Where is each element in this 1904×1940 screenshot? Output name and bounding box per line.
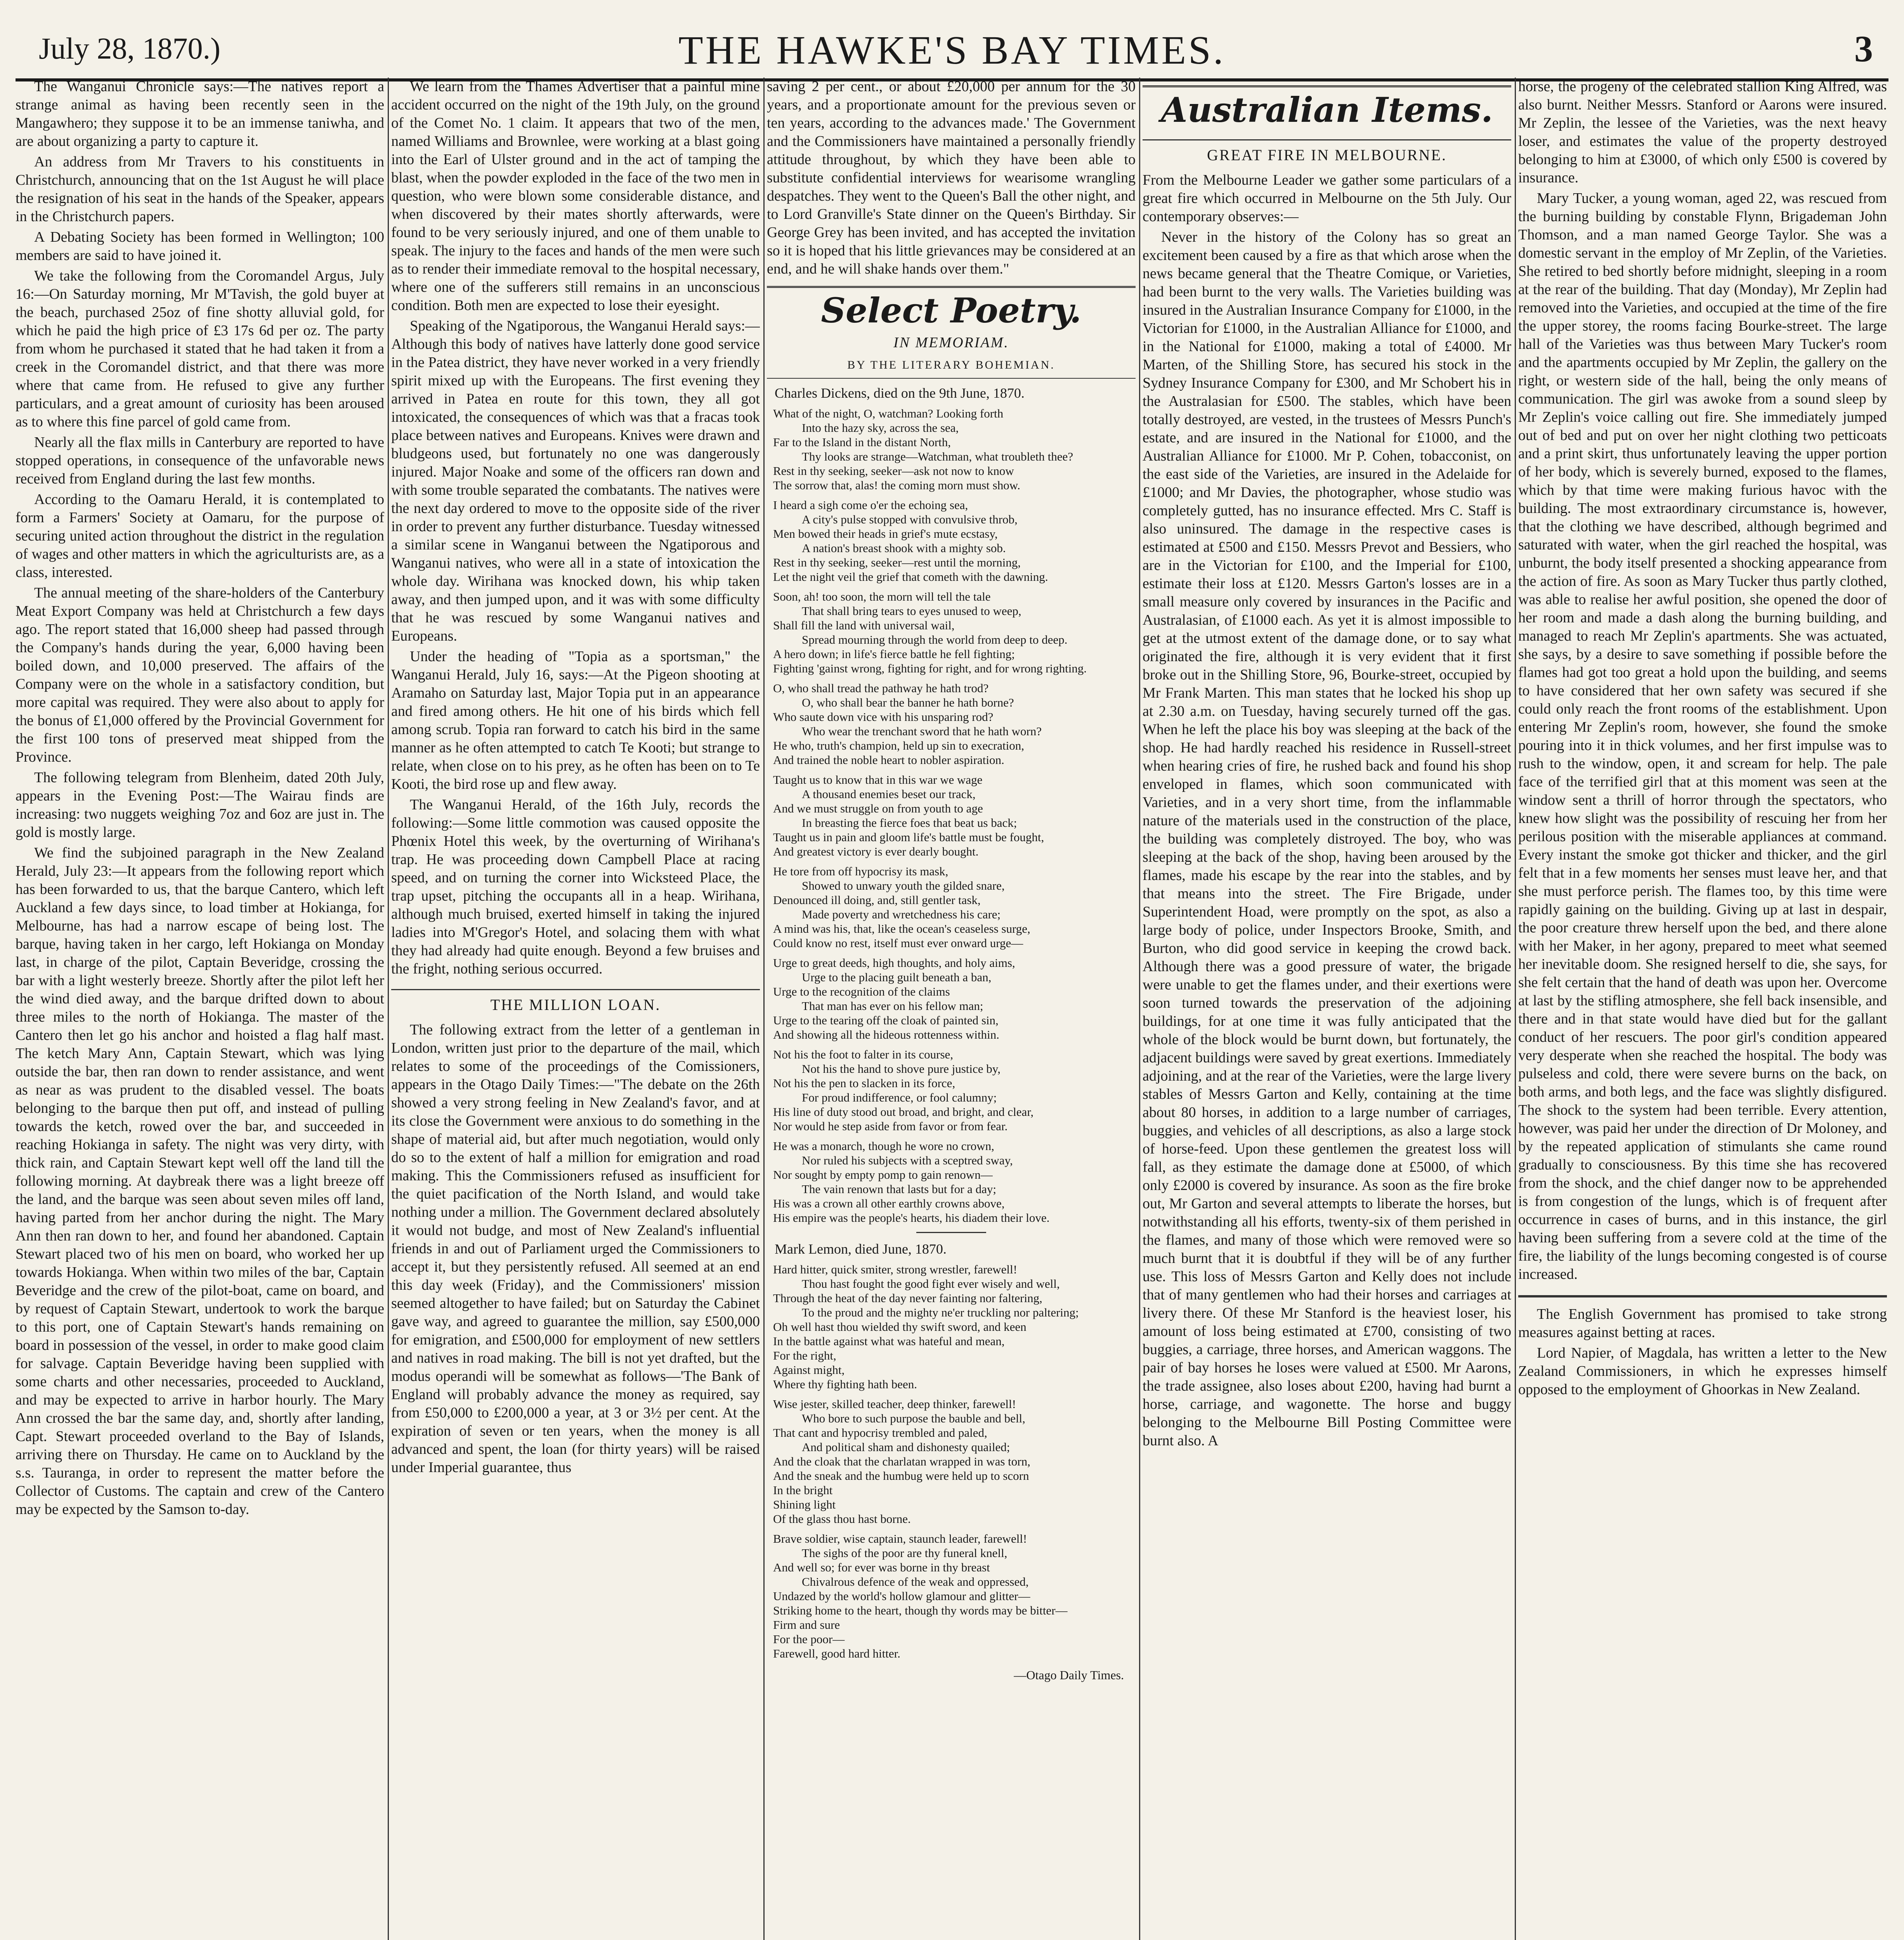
poem-line: Not his the foot to falter in its course, [773,1048,954,1061]
poem-line: Urge to the recognition of the claims [773,985,950,998]
poem-line: Who bore to such purpose the bauble and bell, [802,1412,1025,1425]
poem-line: And well so; for ever was borne in thy breast [773,1561,990,1574]
poem-line: Hard hitter, quick smiter, strong wrestler, farewell! [773,1263,1017,1276]
poem-dickens [767,406,1136,1225]
news-paragraph: The annual meeting of the share-holders of the Canterbury Meat Export Company was held at Christchurch a few days ago. The report stated that 16,000 sheep had passed through the Company's hands during the year, 6,000 having been boiled down, and 10,000 preserved. The affairs of the Company were on the whole in a satisfactory condition, but more capital was required. They were also about to apply for the bonus of £1,000 offered by the Provincial Government for the first 100 tons of preserved meat shipped from the Province. [16,585,384,765]
column-rule [1515,78,1516,1940]
poem-line: Not his the pen to slacken in its force, [773,1076,955,1090]
poem-line: Taught us to know that in this war we wage [773,773,983,786]
poem-line: And greatest victory is ever dearly bought. [773,845,979,858]
poem-stanza [767,498,1136,584]
poem-line: Men bowed their heads in grief's mute ecstasy, [773,527,998,540]
poem-line: Urge to the tearing off the cloak of painted sin, [773,1013,999,1027]
poem-line: And the cloak that the charlatan wrapped in was torn, [773,1455,1030,1468]
poem-line: Urge to great deeds, high thoughts, and holy aims, [773,956,1015,970]
article-heading-great-fire: GREAT FIRE IN MELBOURNE. [1143,139,1511,164]
page-number: 3 [1854,28,1873,69]
poem-line: In breasting the fierce foes that beat us back; [802,816,1017,830]
poem-line: Chivalrous defence of the weak and oppressed, [802,1575,1029,1588]
poem-stanza [767,956,1136,1042]
news-paragraph: Nearly all the flax mills in Canterbury are reported to have stopped operations, in consequence of the unfavorable news received from England during the last few months. [16,434,384,487]
issue-date: July 28, 1870.) [39,31,220,65]
poem-line: The sighs of the poor are thy funeral knell, [802,1546,1007,1560]
poem-line: O, who shall bear the banner he hath borne? [802,696,1014,709]
poem-line: Firm and sure [773,1618,840,1632]
poem-line: He was a monarch, though he wore no crown, [773,1139,994,1153]
news-paragraph: We take the following from the Coromandel Argus, July 16:—On Saturday morning, Mr M'Tavish, the gold buyer at the beach, purchased 25oz of fine shotty alluvial gold, for which he paid the high price of £3 17s 6d per oz. The party from whom he purchased it stated that he had taken it from a creek in the Coromandel district, and that there was more where that came from. He refused to give any further particulars, and a great amount of curiosity has been aroused as to where this fine parcel of gold came from. [16,268,384,430]
poem-line: And showing all the hideous rottenness within. [773,1028,999,1041]
news-paragraph: Speaking of the Ngatiporous, the Wanganui Herald says:—Although this body of natives have latterly done good service in the Patea district, they have never worked in a very friendly spirit mixed up with the Europeans. The first evening they arrived in Patea en route for this town, they all got intoxicated, the consequences of which was that a fracas took place between natives and Europeans. Knives were drawn and bludgeons used, but fortunately no one was dangerously injured. Major Noake and some of the officers ran down and with some trouble separated the combatants. The natives were the next day ordered to move to the opposite side of the river in order to prevent any further disturbance. Tuesday witnessed a similar scene in Wanganui between the Ngatiporous and Wanganui natives, who were all in a state of intoxication the whole day. Wirihana was knocked down, his whip taken away, and then jumped upon, and it was with some difficulty that he was rescued by some Wanganui natives and Europeans. [391,318,760,644]
poem-line: O, who shall tread the pathway he hath trod? [773,681,989,695]
news-paragraph: The following telegram from Blenheim, dated 20th July, appears in the Evening Post:—The Wairau finds are increasing: two nuggets weighing 7oz and 6oz are just in. The gold is mostly large. [16,769,384,840]
poem-line: Nor ruled his subjects with a sceptred sway, [802,1154,1013,1167]
poem-stanza [767,864,1136,950]
poem-line: And the sneak and the humbug were held up to scorn [773,1469,1029,1483]
news-paragraph: The Wanganui Chronicle says:—The natives report a strange animal as having been recently seen in the Mangawhero; they suppose it to be an immense taniwha, and are about organizing a party to capture it. [16,78,384,149]
poem-line: That shall bring tears to eyes unused to weep, [802,604,1021,618]
column-rule [388,78,389,1940]
news-paragraph: Never in the history of the Colony has so great an excitement been caused by a fire as that which arose when the news became general that the Theatre Comique, or Varieties, had been burnt to the very walls. The Varieties building was insured in the Australian Insurance Company for £1000, in the Victorian for £1000, in the Australian Alliance for £1000, and in the National for £1000, making a total of £4000. Mr Marten, of the Shilling Store, has secured his stock in the Sydney Insurance Company for £300, and Mr Schobert his in the Australasian for £500. The stables, which have been totally destroyed, are vested, in the trustees of Messrs Punch's estate, and are insured in the National for £1000, and the Australian Alliance for £1000. Mr P. Cohen, tobacconist, on the east side of the Varieties, are insured in the Adelaide for £1000; and Mr Davies, the photographer, whose studio was completely gutted, has no insurance effected. Mrs C. Staff is also uninsured. The damage in the respective cases is estimated at £500 and £150. Messrs Prevot and Bessiers, who are in the Victorian for £100, and the Imperial for £100, estimate their loss at £120. Messrs Garton's losses are in a small measure only covered by insurances in the Pacific and Australasian, of £1000 each. As yet it is almost impossible to get at the utmost extent of the damage done, or to say what originated the fire, although it is very evident that it first broke out in the Shilling Store, 96, Bourke-street, occupied by Mr Frank Marten. This man states that he locked his shop up at 2.30 a.m. on Tuesday, having securely turned off the gas. When he left the place his boy was sleeping at the back of the shop. He had hardly reached his residence in Russell-street when hearing cries of fire, he rushed back and found his shop enveloped in flames, which soon communicated with Varieties, and in a very short time, from the inflammable nature of the materials used in the construction of the place, the building was completely distroyed. The boy, who was sleeping at the back of the shop, having been aroused by the flames, made his escape by the rear into the stables, and by that means into the street. The Fire Brigade, under Superintendent Hoad, were promptly on the spot, as also a large body of police, under Inspectors Brooke, Smith, and Burton, who did good service in keeping the crowd back. Although there was a good pressure of water, the brigade were unable to get the flames under, and their exertions were soon turned towards the preservation of the adjoining buildings, for at one time it was fully anticipated that the whole of the block would be burnt down, but fortunately, the adjacent buildings were saved by great exertions. Immediately adjoining, and at the rear of the Varieties, were the large livery stables of Messrs Garton and Kelly, containing at the time about 80 horses, in addition to a large number of carriages, buggies, and vehicles of all descriptions, as also a large stock of horse-feed. Upon these gentlemen the greatest loss will fall, as they estimate the damage done at £5000, of which only £2000 is covered by insurance. As soon as the fire broke out, Mr Garton and several attempts to liberate the horses, but notwithstanding all his efforts, twenty-six of them perished in the flames, and many of those which were removed were so much burnt that it is doubtful if they will be of any further use. This loss of Messrs Garton and Kelly does not include that of many gentlemen who had their horses and carriages at livery there. Of these Mr Stanford is the heaviest loser, his amount of loss being estimated at £700, consisting of two buggies, a carriage, three horses, and American waggons. The pair of bay horses he loses were valued at £500. Mr Aarons, the trade assignee, also loses about £200, having had burnt a horse, carriage, and wagonette. The horse and buggy belonging to the Melbourne Bill Posting Committee were burnt also. A [1143,229,1511,1449]
poem-line: The sorrow that, alas! the coming morn must show. [773,478,1020,492]
poem-line: Into the hazy sky, across the sea, [802,421,959,435]
news-paragraph: The English Government has promised to take strong measures against betting at races. [1518,1306,1887,1341]
poem-line: And political sham and dishonesty quailed; [802,1440,1010,1454]
columns [16,78,1888,1940]
poem-line: What of the night, O, watchman? Looking forth [773,407,1004,420]
poem-line: His was a crown all other earthly crowns above, [773,1197,1005,1210]
poem-line: His line of duty stood out broad, and bright, and clear, [773,1105,1034,1119]
poem-line: Of the glass thou hast borne. [773,1512,911,1526]
poem-byline: BY THE LITERARY BOHEMIAN. [767,356,1136,379]
poem-line: A hero down; in life's fierce battle he fell fighting; [773,647,1015,661]
poem-line: That cant and hypocrisy trembled and paled, [773,1426,987,1439]
poem-line: Thou hast fought the good fight ever wisely and well, [802,1277,1060,1290]
poem-line: The vain renown that lasts but for a day; [802,1182,997,1196]
poem-line: Nor would he step aside from favor or from fear. [773,1119,1008,1133]
poem-line: Thy looks are strange—Watchman, what troubleth thee? [802,450,1073,463]
poem-line: Showed to unwary youth the gilded snare, [802,879,1005,892]
poem-line: He tore from off hypocrisy its mask, [773,864,949,878]
news-paragraph: An address from Mr Travers to his constituents in Christchurch, announcing that on the 1st August he will place the resignation of his seat in the hands of the Speaker, appears in the Christchurch papers. [16,154,384,225]
poem-line: For the poor— [773,1632,845,1646]
section-heading-australian-items: Australian Items. [1143,85,1511,128]
poem-title: Charles Dickens, died on the 9th June, 1870. [775,385,1025,401]
poem-line: A city's pulse stopped with convulsive throb, [802,513,1018,526]
poem-line: I heard a sigh come o'er the echoing sea, [773,498,968,512]
news-paragraph: We find the subjoined paragraph in the New Zealand Herald, July 23:—It appears from the following report which has been forwarded to us, that the barque Cantero, which left Auckland a few days since, to load timber at Hokianga, for Melbourne, has had a narrow escape of being lost. The barque, having taken in her cargo, left Hokianga on Monday last, in charge of the pilot, Captain Beveridge, crossing the bar with a light westerly breeze. Shortly after the pilot left her the wind died away, and the barque drifted down to about three miles to the north of Hokianga. The master of the Cantero then let go his anchor and hoisted a flag half mast. The ketch Mary Ann, Captain Stewart, which was lying outside the bar, then ran down to render assistance, and went as near as was prudent to the disabled vessel. The boats belonging to the barque then put off, and instead of pulling towards the ketch, rowed over the bar, and succeeded in reaching Hokianga in safety. The night was very dirty, with thick rain, and Captain Stewart kept well off the land till the following morning. At daybreak there was a light breeze off the land, and the barque was seen about seven miles off land, having parted from her anchor during the night. The Mary Ann then ran down to her, and found her abandoned. Captain Stewart placed two of his men on board, who worked her up towards Hokianga. When within two miles of the bar, Captain Beveridge and the crew of the pilot-boat, came on board, and by request of Captain Stewart, undertook to work the barque to this port, one of Captain Stewart's hands remaining on board in possession of the vessel, in order to make good claim for salvage. Captain Beveridge having been supplied with some charts and other necessaries, proceeded to Auckland, and may be expected to arrive in harbor hourly. The Mary Ann crossed the bar the same day, and, shortly after landing, Capt. Stewart proceeded overland to the Bay of Islands, arriving there on Thursday. He came on to Auckland by the s.s. Tauranga, in order to represent the matter before the Collector of Customs. The captain and crew of the Cantero may be expected by the Samson to-day. [16,845,384,1517]
poem-stanza [767,1531,1136,1661]
news-paragraph: We learn from the Thames Advertiser that a painful mine accident occurred on the night of the 19th July, on the ground of the Comet No. 1 claim. It appears that two of the men, named Williams and Brownlee, were working at a blast going into the Earl of Ulster ground and in the act of tamping the blast, when the powder exploded in the face of the two men in question, who were blown some considerable distance, and when discovered by their mates shortly afterwards, were found to be very seriously injured, and one of them unable to speak. The injury to the faces and hands of the men were such as to render their immediate removal to the hospital necessary, where one of the sufferers still remains in an unconscious condition. Both men are expected to lose their eyesight. [391,78,760,314]
poem-stanza [767,1262,1136,1391]
poem-line: Where thy fighting hath been. [773,1377,917,1391]
column-2 [391,78,760,1940]
poem-line: Nor sought by empty pomp to gain renown— [773,1168,993,1181]
poem-line: Soon, ah! too soon, the morn will tell the tale [773,590,991,603]
poem-line: Brave soldier, wise captain, staunch leader, farewell! [773,1532,1027,1545]
poem-line: Wise jester, skilled teacher, deep thinker, farewell! [773,1397,1016,1411]
poem-source: —Otago Daily Times. [1014,1668,1124,1682]
poem-line: Shall fill the land with universal wail, [773,618,955,632]
news-paragraph: Lord Napier, of Magdala, has written a letter to the New Zealand Commissioners, in which he expresses himself opposed to the employment of Ghoorkas in New Zealand. [1518,1345,1887,1398]
column-4 [1143,78,1511,1940]
poem-line: Denounced ill doing, and, still gentler task, [773,893,981,907]
poem-line: To the proud and the mighty ne'er truckling nor paltering; [802,1306,1079,1319]
poem-line: Rest in thy seeking, seeker—ask not now to know [773,464,1014,478]
poem-line: Taught us in pain and gloom life's battle must be fought, [773,830,1044,844]
poem-line: For proud indifference, or fool calumny; [802,1091,997,1104]
news-paragraph: A Debating Society has been formed in Wellington; 100 members are said to have joined it. [16,229,384,263]
news-paragraph: The following extract from the letter of a gentleman in London, written just prior to the departure of the mail, which relates to some of the proceedings of the Comissioners, appears in the Otago Daily Times:—"The debate on the 26th showed a very strong feeling in New Zealand's favor, and at its close the Government were anxious to do something in the shape of material aid, but after much negotiation, would only do so to the extent of half a million for emigration and road making. This the Commissioners refused as insufficient for the quiet pacification of the North Island, and would take nothing under a million. The Government declared absolutely it would not budge, and most of New Zealand's influential friends in and out of Parliament urged the Commissioners to accept it, but they persistently refused. All seemed at an end this day week (Friday), and the Commissioners' mission seemed altogether to have failed; but on Saturday the Cabinet gave way, and agreed to guarantee the million, say £500,000 for emigration, and £500,000 for employment of new settlers and natives in road making. The bill is not yet drafted, but the modus operandi will be somewhat as follows—'The Bank of England will probably advance the money as required, say from £50,000 to £200,000 a year, at 3 or 3½ per cent. At the expiration of seven or ten years, when the money is all advanced and spent, the loan (for thirty years) will be raised under Imperial guarantee, thus [391,1022,760,1476]
poem-line: In the bright [773,1483,833,1497]
poem-line: Striking home to the heart, though thy words may be bitter— [773,1604,1068,1617]
poem-line: Not his the hand to shove pure justice by, [802,1062,1001,1076]
poem-line: A nation's breast shook with a mighty sob. [802,541,1006,555]
poem-line: Spread mourning through the world from deep to deep. [802,633,1068,646]
divider [1518,1295,1887,1297]
poem-line: Farewell, good hard hitter. [773,1647,900,1660]
column-1 [16,78,384,1940]
poem-line: A thousand enemies beset our track, [802,787,976,801]
poem-line: Could know no rest, itself must ever onward urge— [773,936,1023,950]
poem-line: And trained the noble heart to nobler aspiration. [773,753,1004,767]
news-paragraph: saving 2 per cent., or about £20,000 per annum for the 30 years, and a proportionate amount for the previous seven or ten years, according to the advances made.' The Government and the Commissioners have maintained a personally friendly attitude throughout, by which they have been able to substitute confidential interviews for wearisome wrangling despatches. They went to the Queen's Ball the other night, and to Lord Granville's State dinner on the Queen's Birthday. Sir George Grey has been invited, and has accepted the invitation so it is hoped that his little grievances may be considered at an end, and he will shake hands over them." [767,78,1136,277]
poem-line: And we must struggle on from youth to age [773,802,983,815]
poem-stanza [767,406,1136,492]
poem-line: Through the heat of the day never fainting nor faltering, [773,1291,1042,1305]
column-rule [763,78,765,1940]
news-paragraph: According to the Oamaru Herald, it is contemplated to form a Farmers' Society at Oamaru, for the purpose of securing united action throughout the district in the regulation of wages and other matters in which the agriculturists are, as a class, interested. [16,491,384,580]
poem-line: He who, truth's champion, held up sin to execration, [773,739,1024,752]
poem-stanza [767,1397,1136,1526]
poem-line: Who wear the trenchant sword that he hath worn? [802,724,1042,738]
poem-stanza [767,589,1136,676]
news-paragraph: horse, the progeny of the celebrated stallion King Alfred, was also burnt. Neither Messrs. Stanford or Aarons were insured. Mr Zeplin, the lessee of the Varieties, was the next heavy loser, and estimates the value of the property destroyed belonging to him at £3000, of which only £500 is covered by insurance. [1518,78,1887,186]
divider [916,1232,986,1233]
masthead [16,23,1888,81]
poem-heading: IN MEMORIAM. [893,334,1009,351]
newspaper-title: THE HAWKE'S BAY TIMES. [678,28,1226,73]
poem-line: In the battle against what was hateful and mean, [773,1334,1005,1348]
poem-stanza [767,681,1136,767]
column-5 [1518,78,1887,1940]
poem-line: Made poverty and wretchedness his care; [802,908,1001,921]
poem-line: Rest in thy seeking, seeker—rest until the morning, [773,556,1021,569]
poem-stanza [767,1047,1136,1133]
poem-stanza [767,1139,1136,1225]
section-heading-select-poetry: Select Poetry. [767,286,1136,329]
poem-line: Undazed by the world's hollow glamour and glitter— [773,1589,1030,1603]
poem-lemon [767,1262,1136,1661]
poem-line: Fighting 'gainst wrong, fighting for right, and for wrong righting. [773,662,1087,675]
poem-line: A mind was his, that, like the ocean's ceaseless surge, [773,922,1030,935]
poem-title: Mark Lemon, died June, 1870. [775,1241,947,1257]
poem-line: Let the night veil the grief that cometh with the dawning. [773,570,1048,584]
poem-line: Against might, [773,1363,845,1377]
poem-line: That man has ever on his fellow man; [802,999,983,1013]
poem-line: Who saute down vice with his unsparing rod? [773,710,994,724]
poem-line: His empire was the people's hearts, his diadem their love. [773,1211,1050,1225]
poem-line: Urge to the placing guilt beneath a ban, [802,970,992,984]
poem-line: For the right, [773,1349,836,1362]
column-3 [767,78,1136,1940]
poem-line: Oh well hast thou wielded thy swift sword, and keen [773,1320,1027,1334]
column-rule [1139,78,1140,1940]
news-paragraph: From the Melbourne Leader we gather some particulars of a great fire which occurred in Melbourne on the 5th July. Our contemporary observes:— [1143,172,1511,225]
section-heading-million-loan: THE MILLION LOAN. [391,989,760,1014]
news-paragraph: Mary Tucker, a young woman, aged 22, was rescued from the burning building by constable Flynn, Brigademan John Thomson, and a man named George Taylor. She was a domestic servant in the employ of Mr Zeplin, of the Varieties. She retired to bed shortly before midnight, sleeping in a room at the rear of the building. That day (Monday), Mr Zeplin had removed into the Varieties, and occupied at the time of the fire the upper storey, the rooms facing Bourke-street. The large hall of the Varieties was thus between Mary Tucker's room and the apartments occupied by Mr Zeplin, the gallery on the right, or western side of the hall, being the only means of communication. The girl was awoke from a sound sleep by Mr Zeplin's voice calling out fire. She immediately jumped out of bed and put on over her night clothing two petticoats and a print skirt, thus unfortunately leaving the upper portion of her body, which is severely burned, exposed to the flames, which by that time were making furious havoc with the building. The most extraordinary circumstance is, however, that the clothing we have described, although begrimed and saturated with water, when the girl reached the hospital, was unburnt, the body itself presented a shocking appearance from the action of fire. As soon as Mary Tucker thus partly clothed, was able to realise her awful position, she opened the door of her room and made a dash along the burning building, and managed to reach Mr Zeplin's apartments. She was actuated, she says, by a desire to save something if possible before the flames had got too great a hold upon the building, and seems to have considered that her own safety was secured if she could only reach the front rooms of the establishment. Upon entering Mr Zeplin's room, however, she found the smoke pouring into it in thick volumes, and her first impulse was to rush to the window, open, it and scream for help. The pale face of the terrified girl that at this moment was seen at the window sent a thrill of horror through the spectators, who knew how slight was the possibility of rescuing her from her perilous position with the miserable appliances at command. Every instant the smoke got thicker and thicker, and the girl felt that in a few moments her senses must leave her, and that she must perforce perish. The flames too, by this time were rapidly gaining on the building. Giving up at last in despair, the poor creature threw herself upon the bed, and there alone with her Maker, in her agony, prepared to meet what seemed her inevitable doom. She resigned herself to die, she says, for she felt certain that the hand of death was upon her. Overcome at last by the stifling atmosphere, she fell back insensible, and there and in that state would have died but for the gallant conduct of her rescuers. The poor girl's condition appeared very desperate when she reached the hospital. The body was pulseless and cold, there were severe burns on the back, on both arms, and both legs, and the face was slightly disfigured. The shock to the system had been terrible. Every attention, however, was paid her under the direction of Dr Moloney, and by the repeated application of stimulants she came round gradually to consciousness. By this time she has recovered from the shock, and the chief danger now to be apprehended is from congestion of the lungs, which is of frequent after occurrence in cases of burns, and in this instance, the girl having been suffering from a severe cold at the time of the fire, the liability of the lungs becoming congested is of course increased. [1518,190,1887,1282]
poem-line: Shining light [773,1498,836,1511]
news-paragraph: Under the heading of "Topia as a sportsman," the Wanganui Herald, July 16, says:—At the Pigeon shooting at Aramaho on Saturday last, Major Topia put in an appearance and fired among others. He hit one of his birds which fell among scrub. Topia ran forward to catch his bird in the same manner as he often attempted to catch Te Kooti; but strange to relate, when close on to his prey, as he often has been on to Te Kooti, the bird rose up and flew away. [391,648,760,792]
news-paragraph: The Wanganui Herald, of the 16th July, records the following:—Some little commotion was caused opposite the Phœnix Hotel this week, by the overturning of Wirihana's trap. He was proceeding down Campbell Place at racing speed, and on turning the corner into Wicksteed Place, the trap upset, pitching the occupants all in a heap. Wirihana, although much bruised, exerted himself in taking the injured ladies into M'Gregor's Hotel, and solacing them with what they had already had quite enough. Beyond a few bruises and the fright, nothing serious occurred. [391,797,760,977]
poem-line: Far to the Island in the distant North, [773,435,951,449]
poem-stanza [767,773,1136,859]
